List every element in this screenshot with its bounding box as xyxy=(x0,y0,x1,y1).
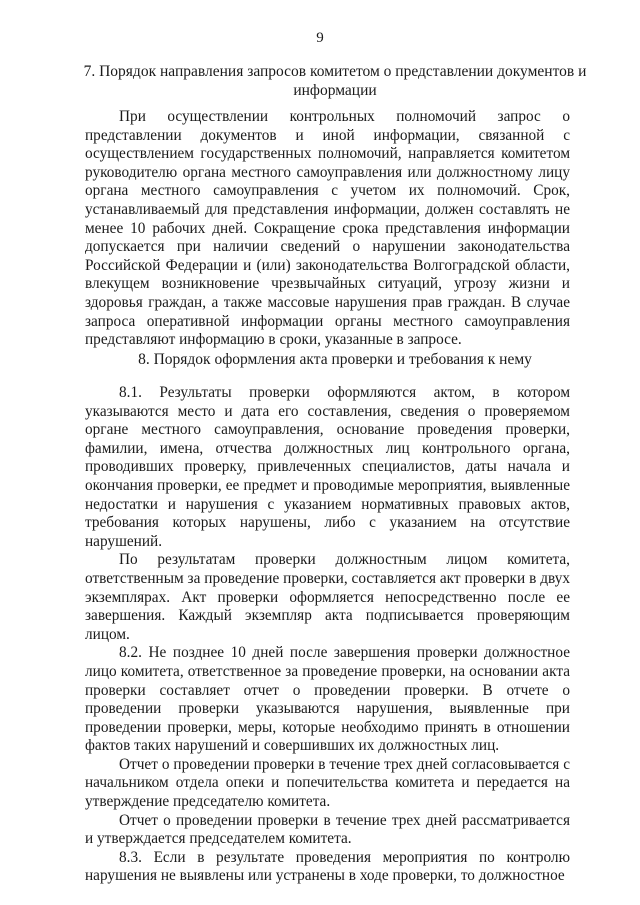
paragraph-8-2-review: Отчет о проведении проверки в течение трех дней рассматривается и утверждается председателем комитета. xyxy=(85,811,570,848)
page-number: 9 xyxy=(316,30,324,46)
paragraph-8-2-approval: Отчет о проведении проверки в течение трех дней согласовывается с начальником отдела опеки и попечительства комитета и передается на утверждение председателю комитета. xyxy=(85,755,570,811)
section-7-paragraph: При осуществлении контрольных полномочий запрос о представлении документов и иной информации, связанной с осуществлением государственных полномочий, направляется комитетом руководителю органа местного самоуправления или должностному лицу органа местного самоуправления с учетом их полномочий. Срок, устанавливаемый для представления информации, должен составлять не менее 10 рабочих дней. Сокращение срока представления информации допускается при наличии сведений о нарушении законодательства Российской Федерации и (или) законодательства Волгоградской области, влекущем возникновение чрезвычайных ситуаций, угрозу жизни и здоровья граждан, а также массовые нарушения прав граждан. В случае запроса оперативной информации органы местного самоуправления представляют информацию в сроки, указанные в запросе. xyxy=(85,108,570,349)
paragraph-8-3: 8.3. Если в результате проведения мероприятия по контролю нарушения не выявлены или устранены в ходе проверки, то должностное xyxy=(85,848,570,885)
section-7-body xyxy=(85,108,570,350)
paragraph-8-1-act: По результатам проверки должностным лицом комитета, ответственным за проведение проверки, составляется акт проверки в двух экземплярах. Акт проверки оформляется непосредственно после ее завершения. Каждый экземпляр акта подписывается проверяющим лицом. xyxy=(85,551,570,643)
section-8-body xyxy=(85,384,570,886)
paragraph-8-1: 8.1. Результаты проверки оформляются актом, в котором указываются место и дата его составления, сведения о проверяемом органе местного самоуправления, основание проведения проверки, фамилии, имена, отчества должностных лиц контрольного органа, проводивших проверку, привлеченных специалистов, даты начала и окончания проверки, ее предмет и проводимые мероприятия, выявленные недостатки и нарушения с указанием нормативных правовых актов, требования которых нарушены, либо с указанием на отсутствие нарушений. xyxy=(85,384,570,550)
section-8-heading: 8. Порядок оформления акта проверки и требования к нему xyxy=(138,351,532,368)
section-7-heading: 7. Порядок направления запросов комитетом о представлении документов и информации xyxy=(83,63,587,99)
paragraph-8-2: 8.2. Не позднее 10 дней после завершения проверки должностное лицо комитета, ответственное за проведение проверки, на основании акта проверки составляет отчет о проведении проверки. В отчете о проведении проверки указываются нарушения, выявленные при проведении проверки, меры, которые необходимо принять в отношении фактов таких нарушений и совершивших их должностных лиц. xyxy=(85,644,570,755)
